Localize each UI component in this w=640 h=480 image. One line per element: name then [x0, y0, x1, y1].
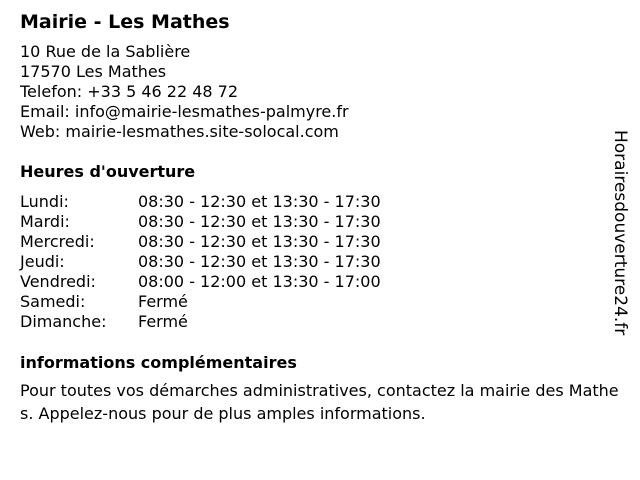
- day-label: Jeudi:: [20, 252, 65, 271]
- hours-heading: Heures d'ouverture: [20, 162, 196, 181]
- day-hours: 08:00 - 12:00 et 13:30 - 17:00: [138, 272, 381, 291]
- hours-row-samedi: [20, 292, 620, 312]
- day-label: Samedi:: [20, 292, 86, 311]
- info-text: Pour toutes vos démarches administratives, contactez la mairie des Mathes. Appelez-nous pour de plus amples informations.: [20, 381, 619, 423]
- day-hours: Fermé: [138, 292, 188, 311]
- business-card: [20, 9, 620, 425]
- day-hours: 08:30 - 12:30 et 13:30 - 17:30: [138, 212, 381, 231]
- day-hours: 08:30 - 12:30 et 13:30 - 17:30: [138, 232, 381, 251]
- hours-row-dimanche: [20, 312, 620, 332]
- hours-row-jeudi: [20, 252, 620, 272]
- email-line: Email: info@mairie-lesmathes-palmyre.fr: [20, 102, 349, 121]
- address-block: [20, 42, 620, 142]
- hours-row-mercredi: [20, 232, 620, 252]
- address-street: 10 Rue de la Sablière: [20, 42, 191, 61]
- hours-row-mardi: [20, 212, 620, 232]
- info-heading: informations complémentaires: [20, 353, 297, 372]
- day-label: Mercredi:: [20, 232, 95, 251]
- site-watermark: Horairesdouverture24.fr: [610, 130, 630, 336]
- day-label: Lundi:: [20, 192, 69, 211]
- phone-line: Telefon: +33 5 46 22 48 72: [20, 82, 239, 101]
- web-line: Web: mairie-lesmathes.site-solocal.com: [20, 122, 339, 141]
- address-city: 17570 Les Mathes: [20, 62, 167, 81]
- page-title: Mairie - Les Mathes: [20, 11, 230, 33]
- day-hours: 08:30 - 12:30 et 13:30 - 17:30: [138, 252, 381, 271]
- day-label: Vendredi:: [20, 272, 96, 291]
- hours-table: [20, 192, 620, 332]
- day-label: Dimanche:: [20, 312, 107, 331]
- hours-row-lundi: [20, 192, 620, 212]
- day-label: Mardi:: [20, 212, 70, 231]
- day-hours: 08:30 - 12:30 et 13:30 - 17:30: [138, 192, 381, 211]
- hours-row-vendredi: [20, 272, 620, 292]
- day-hours: Fermé: [138, 312, 188, 331]
